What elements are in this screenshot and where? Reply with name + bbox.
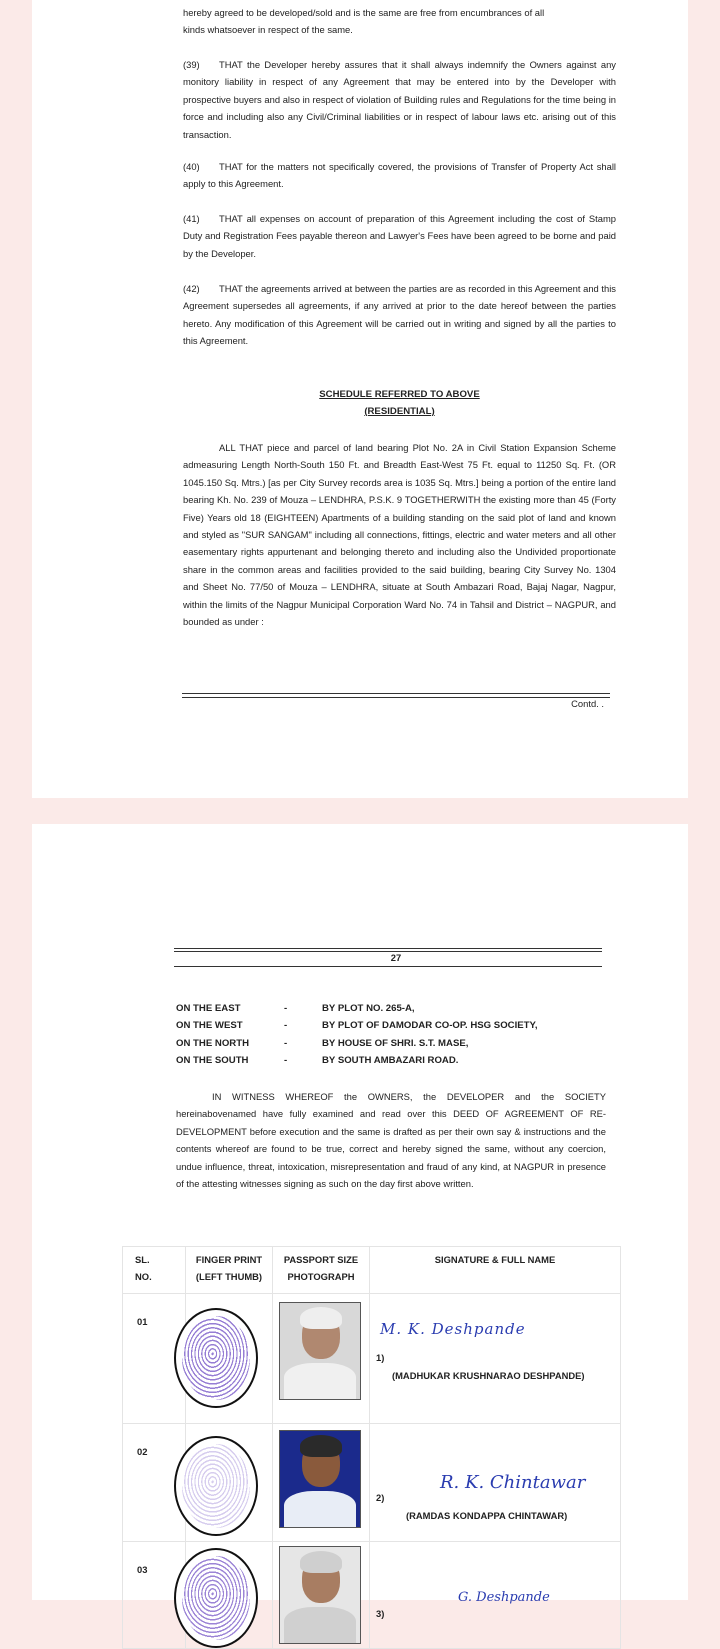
header-label: PASSPORT SIZE xyxy=(283,1254,359,1265)
boundary-dash: - xyxy=(284,1055,288,1067)
header-label: SL. xyxy=(135,1254,150,1265)
signatory-number: 2) xyxy=(376,1492,385,1503)
handwritten-signature: R. K. Chintawar xyxy=(440,1472,586,1493)
document-page-2 xyxy=(32,824,688,1619)
carryover-paragraph xyxy=(183,4,616,39)
boundary-row xyxy=(176,1052,538,1069)
clause-39 xyxy=(183,56,616,143)
page-number: 27 xyxy=(390,952,402,963)
document-page-1 xyxy=(32,0,688,798)
schedule-description: ALL THAT piece and parcel of land bearing Plot No. 2A in Civil Station Expansion Scheme admeasuring Length North-South 150 Ft. and Breadth East-West 75 Ft. equal to 11250 Sq. Ft. (OR 1045.150 Sq. Mtrs.) [as per City Survey records area is 1035 Sq. Mtrs.] being a portion of the entire land bearing Kh. No. 239 of Mouza – LENDHRA, P.S.K. 9 TOGETHERWITH the existing more than 45 (Forty Five) Years old 18 (EIGHTEEN) Apartments of a building standing on the said plot of land and known and styled as "SUR SANGAM" including all connections, fittings, electric and water meters and all other easementary rights appurtenant and belonging thereto and including also the Undivided proportionate share in the common areas and facilities provided to the said building, bearing City Survey No. 1304 and Sheet No. 77/50 of Mouza – LENDHRA, situate at South Ambazari Road, Bajaj Nagar, Nagpur, within the limits of the Nagpur Municipal Corporation Ward No. 74 in Tahsil and District – NAGPUR, and bounded as under : xyxy=(183,442,616,628)
clause-text: THAT all expenses on account of preparation of this Agreement including the cost of Stamp Duty and Registration Fees payable thereon and Lawyer's Fees have been agreed to be borne and paid by the Developer. xyxy=(183,213,616,259)
carryover-line: kinds whatsoever in respect of the same. xyxy=(183,24,353,36)
signature-cell xyxy=(370,1542,621,1649)
signatory-number: 1) xyxy=(376,1352,385,1363)
passport-photo xyxy=(279,1430,361,1528)
header-sl-no xyxy=(123,1247,186,1294)
thumbprint-image xyxy=(174,1308,258,1408)
witness-paragraph: IN WITNESS WHEREOF the OWNERS, the DEVELOPER and the SOCIETY hereinabovenamed have fully examined and read over this DEED OF AGREEMENT OF RE-DEVELOPMENT before execution and the same is drafted as per their own say & instructions and the contents whereof are found to be true, correct and hereby signed the same, without any coercion, undue influence, threat, intoxication, misrepresentation and fraud of any kind, at NAGPUR in presence of the attesting witnesses signing as such on the day first above written. xyxy=(176,1091,606,1190)
boundary-row xyxy=(176,1035,538,1052)
passport-photo xyxy=(279,1546,361,1644)
divider-line xyxy=(182,693,610,694)
boundary-value: BY PLOT OF DAMODAR CO-OP. HSG SOCIETY, xyxy=(322,1020,538,1032)
schedule-heading: SCHEDULE REFERRED TO ABOVE xyxy=(319,389,480,400)
sl-no-cell: 02 xyxy=(123,1424,186,1542)
boundary-side: ON THE WEST xyxy=(176,1020,243,1032)
divider-line xyxy=(182,697,610,698)
finger-print-cell xyxy=(186,1424,273,1542)
table-row xyxy=(123,1424,621,1542)
header-label: (LEFT THUMB) xyxy=(195,1271,263,1282)
divider-line xyxy=(174,966,602,967)
table-row xyxy=(123,1294,621,1424)
boundary-row xyxy=(176,1017,538,1034)
carryover-line: hereby agreed to be developed/sold and is the same are free from encumbrances of all xyxy=(183,7,545,18)
boundary-value: BY SOUTH AMBAZARI ROAD. xyxy=(322,1055,459,1067)
clause-40 xyxy=(183,158,616,193)
handwritten-signature: M. K. Deshpande xyxy=(380,1320,526,1338)
clause-text: THAT the Developer hereby assures that it shall always indemnify the Owners against any monitory liability in respect of any Agreement that may be entered into by the Developer with prospective buyers and also in respect of violation of Building rules and Regulations for the time being in force and including also any Civil/Criminal liabilities or in respect of labour laws etc. arising out of this transaction. xyxy=(183,59,616,140)
clause-number: (41) xyxy=(183,213,200,224)
signatory-number: 3) xyxy=(376,1608,385,1619)
table-row xyxy=(123,1542,621,1649)
finger-print-cell xyxy=(186,1542,273,1649)
signature-cell xyxy=(370,1424,621,1542)
signatory-name: (MADHUKAR KRUSHNARAO DESHPANDE) xyxy=(392,1370,585,1381)
signatory-name: (RAMDAS KONDAPPA CHINTAWAR) xyxy=(406,1510,568,1521)
clause-41 xyxy=(183,210,616,262)
table-header-row xyxy=(123,1247,621,1294)
clause-text: THAT the agreements arrived at between the parties are as recorded in this Agreement and this Agreement supersedes all agreements, if any arrived at prior to the date hereof between the parties hereto. Any modification of this Agreement will be carried out in writing and signed by all the parties to this Agreement. xyxy=(183,283,616,347)
header-photograph xyxy=(273,1247,370,1294)
boundary-value: BY HOUSE OF SHRI. S.T. MASE, xyxy=(322,1037,469,1049)
header-label: SIGNATURE & FULL NAME xyxy=(434,1254,556,1265)
photograph-cell xyxy=(273,1542,370,1649)
clause-42 xyxy=(183,280,616,350)
boundaries-list xyxy=(176,1000,538,1070)
thumbprint-image xyxy=(174,1548,258,1648)
boundary-dash: - xyxy=(284,1037,288,1049)
sl-no-cell: 03 xyxy=(123,1542,186,1649)
clause-number: (42) xyxy=(183,283,200,294)
boundary-dash: - xyxy=(284,1020,288,1032)
header-signature xyxy=(370,1247,621,1294)
photograph-cell xyxy=(273,1424,370,1542)
finger-print-cell xyxy=(186,1294,273,1424)
boundary-side: ON THE SOUTH xyxy=(176,1055,249,1067)
signature-table xyxy=(122,1246,621,1649)
boundary-value: BY PLOT NO. 265-A, xyxy=(322,1003,415,1014)
sl-no-cell: 01 xyxy=(123,1294,186,1424)
passport-photo xyxy=(279,1302,361,1400)
clause-text: THAT for the matters not specifically covered, the provisions of Transfer of Property Act shall apply to this Agreement. xyxy=(183,161,616,190)
handwritten-signature: G. Deshpande xyxy=(458,1590,550,1605)
divider-line xyxy=(174,948,602,949)
clause-number: (39) xyxy=(183,59,200,70)
boundary-row xyxy=(176,1000,538,1017)
header-label: PHOTOGRAPH xyxy=(287,1271,355,1282)
header-label: FINGER PRINT xyxy=(195,1254,263,1265)
header-finger-print xyxy=(186,1247,273,1294)
signature-cell xyxy=(370,1294,621,1424)
boundary-side: ON THE NORTH xyxy=(176,1037,250,1049)
boundary-side: ON THE EAST xyxy=(176,1003,241,1014)
boundary-dash: - xyxy=(284,1003,288,1014)
thumbprint-image xyxy=(174,1436,258,1536)
continued-marker: Contd. . xyxy=(571,698,604,709)
header-label: NO. xyxy=(135,1271,152,1282)
schedule-subheading: (RESIDENTIAL) xyxy=(364,406,435,417)
clause-number: (40) xyxy=(183,161,200,172)
photograph-cell xyxy=(273,1294,370,1424)
